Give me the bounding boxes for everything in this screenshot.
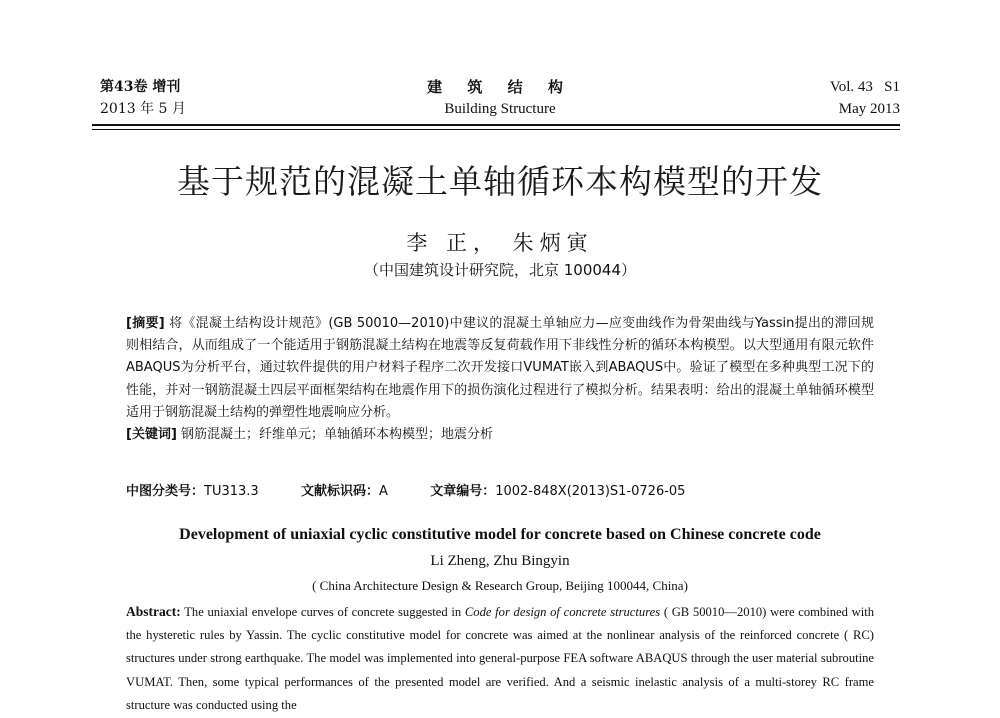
journal-header xyxy=(100,76,900,126)
issue-date: 2013 年 5 月 xyxy=(100,101,186,117)
paper-affiliation: （中国建筑设计研究院，北京 100044） xyxy=(363,261,637,279)
abstract-en xyxy=(126,600,874,717)
paper-title: 基于规范的混凝土单轴循环本构模型的开发 xyxy=(177,162,823,201)
paper-authors: 李 正， 朱炳寅 xyxy=(406,231,594,255)
doc-code-label: 文献标识码： xyxy=(300,484,379,499)
article-no-label: 文章编号： xyxy=(430,484,496,499)
header-rule-thick xyxy=(92,124,900,126)
doc-code-value: A xyxy=(379,484,388,499)
code-title-italic: Code for design of concrete structures xyxy=(464,605,661,619)
english-authors: Li Zheng, Zhu Bingyin xyxy=(430,553,570,569)
journal-name-en: Building Structure xyxy=(444,101,556,117)
clc-label: 中图分类号： xyxy=(126,484,205,499)
header-right xyxy=(830,76,900,120)
abstract-cn-label: [摘要] xyxy=(126,316,165,331)
header-center xyxy=(100,76,900,120)
date-en: May 2013 xyxy=(838,101,900,117)
abstract-cn-text: 将《混凝土结构设计规范》(GB 50010—2010)中建议的混凝土单轴应力—应变曲线作为骨架曲线与Yassin提出的滞回规则相结合，从而组成了一个能适用于钢筋混凝土结构在地震等反复荷载作用下非线性分析的循环本构模型。以大型通用有限元软件ABAQUS为分析平台，通过软件提供的用户材料子程序二次开发接口VUMAT嵌入到ABAQUS中。验证了模型在多种典型工况下的性能，并对一钢筋混凝土四层平面框架结构在地震作用下的损伤演化过程进行了模拟分析。结果表明：给出的混凝土单轴循环模型适用于钢筋混凝土结构的弹塑性地震响应分析。 xyxy=(126,316,874,420)
abstract-en-label: Abstract: xyxy=(126,604,181,619)
article-no-value: 1002-848X(2013)S1-0726-05 xyxy=(495,484,686,499)
clc-value: TU313.3 xyxy=(204,484,259,499)
english-title: Development of uniaxial cyclic constitutive model for concrete based on Chinese concrete code xyxy=(179,526,821,543)
header-rule-thin xyxy=(92,129,900,130)
keywords-cn-label: [关键词] xyxy=(126,427,177,443)
abstract-cn xyxy=(126,313,874,446)
keywords-cn-text: 钢筋混凝土；纤维单元；单轴循环本构模型；地震分析 xyxy=(181,427,494,443)
abstract-en-text-2: ( GB 50010—2010) were combined with the hysteretic rules by Yassin. The cyclic constitutive model for concrete was aimed at the nonlinear analysis of the reinforced concrete ( RC) structures under strong earthquake. The model was implemented into general-purpose FEA software ABAQUS through the user material subroutine VUMAT. Then, some typical performances of the presented model are verified. And a seismic inelastic analysis of a multi-storey RC frame structure was conducted using the xyxy=(126,605,874,712)
classification-line xyxy=(126,482,874,502)
abstract-en-text-1: The uniaxial envelope curves of concrete suggested in xyxy=(180,605,465,619)
english-affiliation: ( China Architecture Design & Research Group, Beijing 100044, China) xyxy=(312,578,688,593)
volume-en: Vol. 43 S1 xyxy=(829,79,900,95)
journal-name-cn: 建 筑 结 构 xyxy=(427,78,573,96)
volume-issue: 第43卷 增刊 xyxy=(100,79,181,95)
